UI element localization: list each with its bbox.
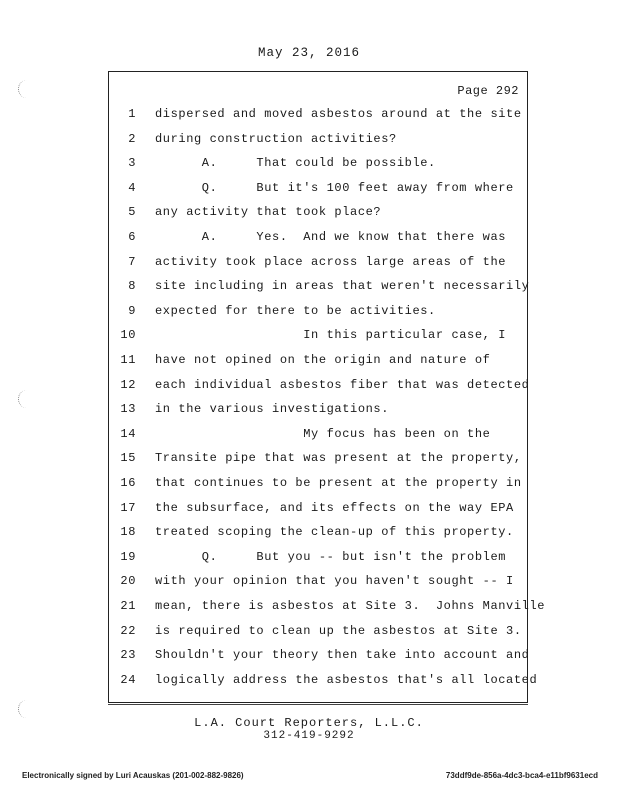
punch-hole-mark xyxy=(18,390,35,408)
line-number: 22 xyxy=(120,623,136,638)
line-text: each individual asbestos fiber that was detected xyxy=(155,377,530,392)
transcript-line xyxy=(109,279,530,303)
line-number: 24 xyxy=(120,672,136,687)
line-number: 3 xyxy=(128,156,136,171)
page-number: Page 292 xyxy=(457,84,519,98)
transcript-line xyxy=(109,304,527,328)
transcript-line xyxy=(109,476,527,500)
line-number: 4 xyxy=(128,180,136,195)
transcript-line xyxy=(109,501,527,525)
line-text: mean, there is asbestos at Site 3. Johns Manville xyxy=(155,599,546,613)
e-signature-id: 73ddf9de-856a-4dc3-bca4-e11bf9631ecd xyxy=(445,771,598,780)
line-number: 11 xyxy=(120,353,136,367)
transcript-line xyxy=(109,353,527,377)
line-text: A. Yes. And we know that there was xyxy=(155,230,507,244)
transcript-line xyxy=(109,648,530,672)
footer-phone: 312-419-9292 xyxy=(263,730,355,742)
transcript-line xyxy=(109,427,527,451)
line-number: 21 xyxy=(120,599,136,613)
transcript-line xyxy=(109,402,527,426)
page-date: May 23, 2016 xyxy=(257,46,360,60)
punch-hole-mark xyxy=(18,80,35,98)
line-number: 1 xyxy=(128,107,136,121)
line-number: 10 xyxy=(120,328,136,343)
line-text: A. That could be possible. xyxy=(155,156,436,171)
line-number: 18 xyxy=(120,525,136,540)
line-number: 8 xyxy=(128,279,136,294)
transcript-line xyxy=(109,672,538,697)
line-number: 15 xyxy=(120,451,136,466)
transcript-line xyxy=(109,255,527,279)
transcript-line xyxy=(109,599,546,623)
line-text: Transite pipe that was present at the property, xyxy=(155,451,522,466)
transcript-line xyxy=(109,550,527,574)
line-number: 19 xyxy=(120,549,136,564)
transcript-line xyxy=(109,624,527,648)
transcript-line xyxy=(109,107,527,131)
transcript-frame xyxy=(108,71,546,703)
transcript-line xyxy=(109,132,527,156)
line-number: 6 xyxy=(128,230,136,244)
line-text: dispersed and moved asbestos around at the site xyxy=(155,107,522,121)
line-number: 20 xyxy=(120,574,136,589)
line-text: that continues to be present at the property in xyxy=(155,476,522,490)
line-text: site including in areas that weren't necessarily xyxy=(155,279,530,294)
line-text: is required to clean up the asbestos at Site 3. xyxy=(155,623,522,638)
line-text: activity took place across large areas of the xyxy=(155,254,507,269)
line-text: logically address the asbestos that's all located xyxy=(155,672,538,687)
line-text: have not opined on the origin and nature of xyxy=(155,353,491,367)
line-text: Q. But you -- but isn't the problem xyxy=(155,549,507,564)
line-text: Shouldn't your theory then take into account and xyxy=(155,648,530,663)
line-text: any activity that took place? xyxy=(155,205,382,220)
transcript-line xyxy=(109,156,527,180)
line-number: 14 xyxy=(120,426,136,441)
transcript-line xyxy=(109,181,527,205)
frame-bottom-rule xyxy=(108,704,528,705)
line-text: with your opinion that you haven't sought -- I xyxy=(155,574,514,589)
line-number: 12 xyxy=(120,377,136,392)
line-text: Q. But it's 100 feet away from where xyxy=(155,180,514,195)
line-number: 9 xyxy=(128,303,136,318)
line-number: 17 xyxy=(120,500,136,515)
line-number: 23 xyxy=(120,648,136,663)
transcript-line xyxy=(109,451,527,475)
line-number: 16 xyxy=(120,476,136,490)
line-text: the subsurface, and its effects on the way EPA xyxy=(155,500,514,515)
line-text: during construction activities? xyxy=(155,131,397,146)
transcript-line xyxy=(109,574,527,598)
transcript-line xyxy=(109,205,527,229)
line-number: 2 xyxy=(128,131,136,146)
line-number: 13 xyxy=(120,402,136,417)
transcript-line xyxy=(109,525,527,549)
e-signature-left: Electronically signed by Luri Acauskas (201-002-882-9826) xyxy=(22,771,244,780)
line-text: My focus has been on the xyxy=(155,426,491,441)
line-text: In this particular case, I xyxy=(155,328,507,343)
transcript-line xyxy=(109,328,527,352)
transcript-line xyxy=(109,377,530,402)
line-text: expected for there to be activities. xyxy=(155,303,436,318)
line-number: 5 xyxy=(128,205,136,220)
transcript-line xyxy=(109,230,527,254)
footer-company: L.A. Court Reporters, L.L.C. xyxy=(194,716,424,730)
line-number: 7 xyxy=(128,254,136,269)
line-text: treated scoping the clean-up of this property. xyxy=(155,525,514,540)
line-text: in the various investigations. xyxy=(155,402,390,417)
